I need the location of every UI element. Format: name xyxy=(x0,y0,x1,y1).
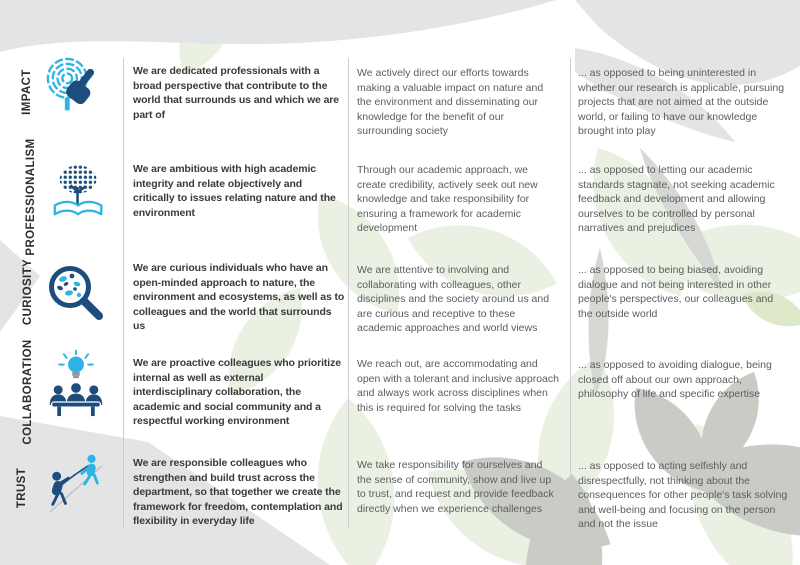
magnifier-animals-icon xyxy=(44,262,108,322)
trust-statement: We are responsible colleagues who strengthen and build trust across the department, so that together we create the framework for freedom, contemplation and flexibility in everyday life xyxy=(133,457,343,527)
trust-behavior: We take responsibility for ourselves and the sense of community, show and live up to trust, and request and provide feedback directly when we experience challenges xyxy=(357,459,554,515)
climbing-helpers-icon xyxy=(46,450,108,518)
curiosity-behavior: We are attentive to involving and collaborating with colleagues, other disciplines and the society around us and are curious and receptive to these academic approaches and world views xyxy=(357,264,550,334)
lightbulb-team-icon xyxy=(46,350,106,424)
divider-line-1 xyxy=(123,58,124,528)
professionalism-behavior: Through our academic approach, we create credibility, actively seek out new knowledge and take responsibility for ensuring a framework for academic development xyxy=(357,164,538,234)
collaboration-statement: We are proactive colleagues who prioritize internal as well as external interdisciplinary collaboration, the academic and social community and a respectful working environment xyxy=(133,357,342,427)
trust-opposite: ... as opposed to acting selfishly and disrespectfully, not thinking about the consequences for other people's task solving and well-being and focusing on the person and not the issue xyxy=(578,460,788,530)
impact-behavior: We actively direct our efforts towards making a valuable impact on nature and the environment and disseminating our knowledge for the benefit of our surrounding society xyxy=(357,67,544,137)
row-label-professionalism: PROFESSIONALISM xyxy=(25,138,37,256)
row-label-curiosity: CURIOSITY xyxy=(22,258,34,326)
row-label-collaboration: COLLABORATION xyxy=(22,339,34,445)
professionalism-statement: We are ambitious with high academic integrity and relate objectively and critically to issues relating nature and the environment xyxy=(133,163,336,219)
collaboration-behavior: We reach out, are accommodating and open with a tolerant and inclusive approach and always work across disciplines when this is required for solving the tasks xyxy=(357,358,559,414)
row-label-impact: IMPACT xyxy=(21,69,33,115)
divider-line-2 xyxy=(348,58,349,528)
divider-line-3 xyxy=(570,58,571,528)
collaboration-opposite: ... as opposed to avoiding dialogue, being closed off about our own approach, philosophy of life and specific expertise xyxy=(578,359,772,400)
professionalism-opposite: ... as opposed to letting our academic standards stagnate, not seeking academic feedback and development and allowing ourselves to be controlled by personal narratives and prejudices xyxy=(578,164,775,234)
curiosity-opposite: ... as opposed to being biased, avoiding dialogue and not being interested in other people's perspectives, our colleagues and the outside world xyxy=(578,264,774,320)
fingerprint-hand-icon xyxy=(44,54,106,124)
curiosity-statement: We are curious individuals who have an open-minded approach to nature, the environment and ecosystems, as well as to colleagues and the world that surrounds us xyxy=(133,262,345,332)
impact-opposite: ... as opposed to being uninterested in whether our research is applicable, pursuing projects that are not aimed at the outside world, or failing to have our knowledge brought into play xyxy=(578,67,785,137)
tree-on-book-icon xyxy=(48,160,110,222)
impact-statement: We are dedicated professionals with a broad perspective that contribute to the world that surrounds us and which we are part of xyxy=(133,65,340,121)
row-label-trust: TRUST xyxy=(16,467,28,509)
